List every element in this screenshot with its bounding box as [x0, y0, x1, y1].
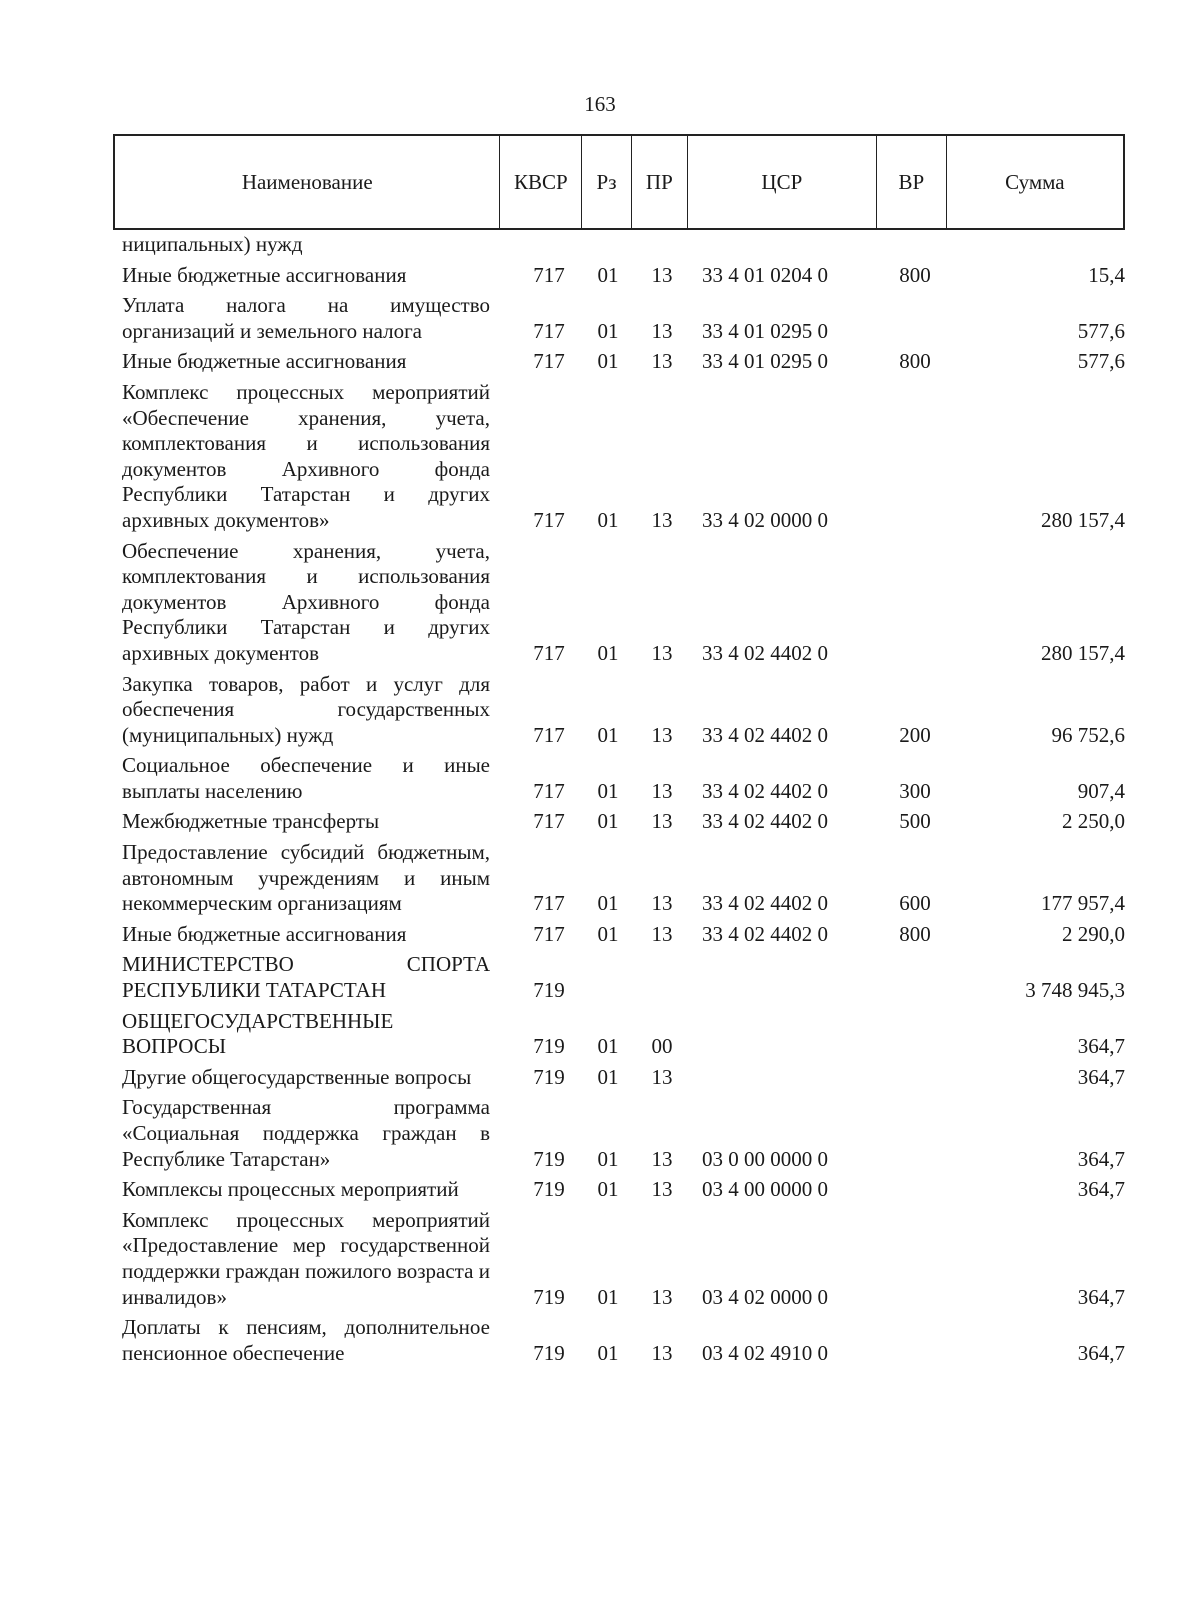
row-pr: 13: [651, 640, 673, 665]
row-sum: 364,7: [1077, 1034, 1125, 1059]
row-rz: 01: [597, 1034, 619, 1059]
table-row: [122, 293, 1125, 344]
header-pr: ПР: [632, 136, 688, 228]
row-kvsr: 717: [533, 778, 565, 803]
row-name: Иные бюджетные ассигнования: [122, 921, 407, 946]
row-rz: 01: [597, 1064, 619, 1089]
row-kvsr: 719: [533, 1284, 565, 1309]
row-vr: 600: [899, 891, 931, 916]
row-csr: 03 0 00 0000 0: [702, 1146, 828, 1171]
row-name: Социальное обеспечение и иные выплаты населению: [122, 753, 490, 803]
row-rz: 01: [597, 1340, 619, 1365]
row-sum: 577,6: [1077, 318, 1125, 343]
row-pr: 13: [651, 722, 673, 747]
table-row: [122, 809, 1125, 835]
row-rz: 01: [597, 318, 619, 343]
row-csr: 03 4 02 0000 0: [702, 1284, 828, 1309]
row-sum: 280 157,4: [1041, 507, 1125, 532]
row-csr: 33 4 02 4402 0: [702, 722, 828, 747]
row-rz: 01: [597, 778, 619, 803]
table-row: [122, 1208, 1125, 1310]
row-rz: 01: [597, 640, 619, 665]
row-name: Комплексы процессных мероприятий: [122, 1177, 459, 1202]
row-sum: 364,7: [1077, 1146, 1125, 1171]
row-kvsr: 717: [533, 349, 565, 374]
row-sum: 364,7: [1077, 1177, 1125, 1202]
row-sum: 96 752,6: [1051, 722, 1125, 747]
row-csr: 33 4 02 4402 0: [702, 778, 828, 803]
row-rz: 01: [597, 1177, 619, 1202]
row-name: ОБЩЕГОСУДАРСТВЕННЫЕ ВОПРОСЫ: [122, 1008, 394, 1059]
row-name: Комплекс процессных мероприятий «Обеспечение хранения, учета, комплектования и использования документов Архивного фонда Республики Татарстан и других архивных документов»: [122, 379, 490, 532]
row-kvsr: 717: [533, 507, 565, 532]
table-row: [122, 922, 1125, 948]
row-rz: 01: [597, 349, 619, 374]
table-row: [122, 1315, 1125, 1366]
page-number: 163: [584, 92, 616, 116]
row-name: ниципальных) нужд: [122, 232, 303, 256]
row-name: Иные бюджетные ассигнования: [122, 349, 407, 374]
row-pr: 13: [651, 778, 673, 803]
row-rz: 01: [597, 262, 619, 287]
table-body: [122, 232, 1125, 1371]
row-csr: 33 4 02 0000 0: [702, 507, 828, 532]
table-row: [122, 1177, 1125, 1203]
row-kvsr: 717: [533, 318, 565, 343]
table-row: [122, 1095, 1125, 1172]
row-name: Иные бюджетные ассигнования: [122, 262, 407, 287]
header-name: Наименование: [115, 136, 500, 228]
row-pr: 13: [651, 349, 673, 374]
row-sum: 364,7: [1077, 1340, 1125, 1365]
table-row: [122, 952, 1125, 1003]
row-kvsr: 717: [533, 640, 565, 665]
row-sum: 15,4: [1088, 262, 1125, 287]
row-pr: 13: [651, 262, 673, 287]
row-sum: 577,6: [1077, 349, 1125, 374]
row-name: Межбюджетные трансферты: [122, 809, 380, 834]
row-name: Государственная программа «Социальная поддержка граждан в Республике Татарстан»: [122, 1095, 490, 1171]
row-name: Закупка товаров, работ и услуг для обеспечения государственных (муниципальных) нужд: [122, 671, 490, 747]
row-sum: 907,4: [1077, 778, 1125, 803]
row-csr: 33 4 02 4402 0: [702, 891, 828, 916]
row-vr: 800: [899, 921, 931, 946]
header-kvsr: КВСР: [500, 136, 582, 228]
row-sum: 2 250,0: [1062, 809, 1125, 834]
row-kvsr: 717: [533, 809, 565, 834]
table-header: [113, 134, 1125, 230]
row-pr: 13: [651, 891, 673, 916]
row-kvsr: 717: [533, 921, 565, 946]
row-sum: 364,7: [1077, 1064, 1125, 1089]
row-rz: 01: [597, 809, 619, 834]
row-vr: 500: [899, 809, 931, 834]
row-sum: 364,7: [1077, 1284, 1125, 1309]
row-kvsr: 719: [533, 1064, 565, 1089]
header-csr: ЦСР: [688, 136, 877, 228]
table-row: [122, 1009, 1125, 1060]
row-pr: 13: [651, 1146, 673, 1171]
row-rz: 01: [597, 722, 619, 747]
table-row: [122, 263, 1125, 289]
table-row: [122, 753, 1125, 804]
table-row: [122, 380, 1125, 534]
row-pr: 13: [651, 1284, 673, 1309]
row-vr: 800: [899, 262, 931, 287]
row-kvsr: 717: [533, 722, 565, 747]
row-vr: 300: [899, 778, 931, 803]
row-pr: 13: [651, 809, 673, 834]
table-row: [122, 840, 1125, 917]
row-kvsr: 717: [533, 891, 565, 916]
row-sum: 3 748 945,3: [1025, 978, 1125, 1003]
row-sum: 280 157,4: [1041, 640, 1125, 665]
row-sum: 2 290,0: [1062, 921, 1125, 946]
row-pr: 13: [651, 1177, 673, 1202]
row-pr: 13: [651, 1340, 673, 1365]
table-row: [122, 539, 1125, 667]
row-kvsr: 719: [533, 1177, 565, 1202]
row-csr: 33 4 02 4402 0: [702, 921, 828, 946]
row-kvsr: 719: [533, 1146, 565, 1171]
row-csr: 33 4 01 0204 0: [702, 262, 828, 287]
table-row: [122, 672, 1125, 749]
row-rz: 01: [597, 891, 619, 916]
row-kvsr: 719: [533, 1034, 565, 1059]
row-csr: 33 4 01 0295 0: [702, 349, 828, 374]
row-name: Уплата налога на имущество организаций и земельного налога: [122, 293, 490, 343]
row-vr: 200: [899, 722, 931, 747]
row-name: Доплаты к пенсиям, дополнительное пенсионное обеспечение: [122, 1315, 490, 1365]
row-csr: 03 4 02 4910 0: [702, 1340, 828, 1365]
row-name: Другие общегосударственные вопросы: [122, 1064, 472, 1089]
row-pr: 00: [651, 1034, 673, 1059]
row-csr: 33 4 01 0295 0: [702, 318, 828, 343]
header-vr: ВР: [877, 136, 947, 228]
row-sum: 177 957,4: [1041, 891, 1125, 916]
header-sum: Сумма: [1005, 169, 1065, 194]
row-kvsr: 717: [533, 262, 565, 287]
row-pr: 13: [651, 921, 673, 946]
row-name: МИНИСТЕРСТВО СПОРТА РЕСПУБЛИКИ ТАТАРСТАН: [122, 952, 490, 1003]
row-rz: 01: [597, 921, 619, 946]
row-rz: 01: [597, 1146, 619, 1171]
table-row: [122, 232, 1125, 258]
row-csr: 33 4 02 4402 0: [702, 809, 828, 834]
row-kvsr: 719: [533, 978, 565, 1003]
row-kvsr: 719: [533, 1340, 565, 1365]
row-csr: 33 4 02 4402 0: [702, 640, 828, 665]
table-row: [122, 349, 1125, 375]
row-rz: 01: [597, 507, 619, 532]
row-name: Предоставление субсидий бюджетным, автономным учреждениям и иным некоммерческим организациям: [122, 840, 490, 916]
row-pr: 13: [651, 318, 673, 343]
row-vr: 800: [899, 349, 931, 374]
table-row: [122, 1065, 1125, 1091]
row-name: Обеспечение хранения, учета, комплектования и использования документов Архивного фонда Республики Татарстан и других архивных документов: [122, 538, 490, 665]
header-rz: Рз: [582, 136, 632, 228]
row-rz: 01: [597, 1284, 619, 1309]
row-pr: 13: [651, 1064, 673, 1089]
row-name: Комплекс процессных мероприятий «Предоставление мер государственной поддержки граждан пожилого возраста и инвалидов»: [122, 1207, 490, 1309]
row-pr: 13: [651, 507, 673, 532]
row-csr: 03 4 00 0000 0: [702, 1177, 828, 1202]
